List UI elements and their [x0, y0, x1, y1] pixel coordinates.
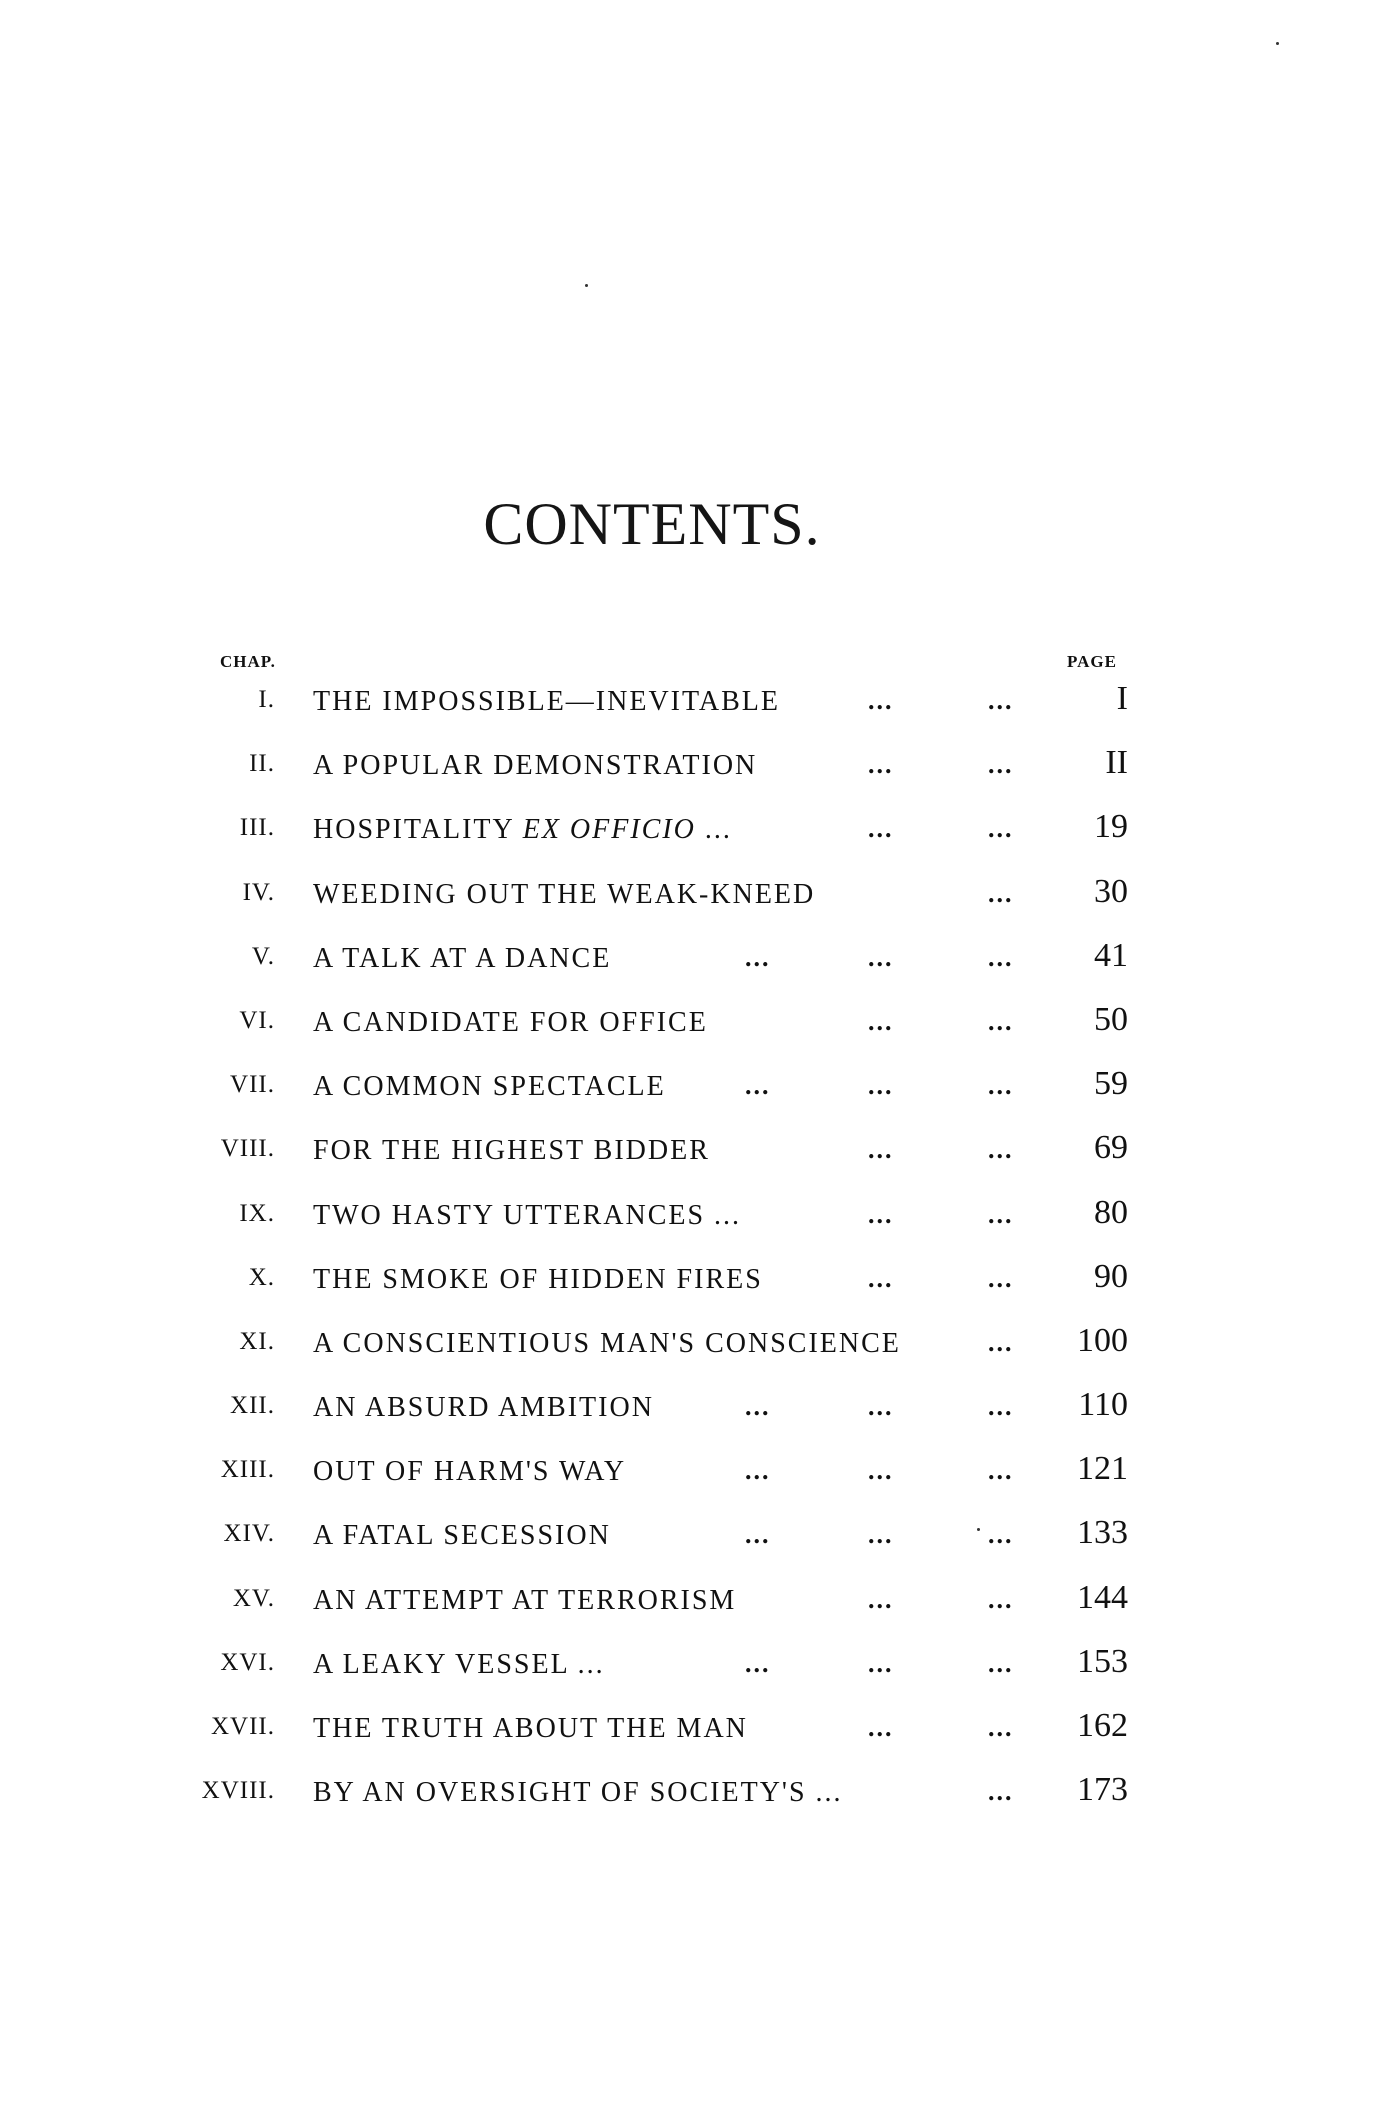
chapter-title: THE TRUTH ABOUT THE MAN — [313, 1713, 748, 1744]
dot-leader: ... — [868, 1520, 894, 1550]
chapter-title: A COMMON SPECTACLE — [313, 1071, 666, 1103]
page-number: 133 — [1077, 1514, 1128, 1552]
dot-leader: ... — [988, 1392, 1014, 1422]
chapter-title: THE IMPOSSIBLE—INEVITABLE — [313, 686, 780, 717]
dot-leader: ... — [988, 814, 1014, 844]
dot-leader: ... — [868, 1199, 894, 1229]
chapter-title: AN ABSURD AMBITION — [313, 1392, 654, 1424]
dot-leader: ... — [988, 1520, 1014, 1550]
dot-leader: ... — [988, 1713, 1014, 1742]
page-number: 173 — [1077, 1771, 1128, 1809]
page-number: 90 — [1094, 1257, 1128, 1295]
page-number: 100 — [1077, 1321, 1128, 1359]
page-number: 144 — [1077, 1578, 1128, 1616]
page-number: 110 — [1078, 1386, 1128, 1424]
dot-leader: ... — [988, 1006, 1014, 1036]
toc-entry — [0, 1569, 1389, 1633]
dot-leader: ... — [868, 1584, 894, 1614]
dot-leader: ... — [745, 1071, 771, 1101]
toc-entry — [0, 1376, 1389, 1440]
toc-entry — [0, 670, 1389, 734]
chapter-number: II. — [249, 750, 275, 778]
chapter-title: A CANDIDATE FOR OFFICE — [313, 1006, 708, 1038]
dot-leader: ... — [745, 1648, 771, 1678]
dot-leader: ... — [868, 814, 894, 844]
chapter-number: I. — [258, 686, 275, 713]
dot-leader: ... — [988, 1263, 1014, 1293]
chapter-number: XII. — [230, 1392, 275, 1420]
chapter-title: WEEDING OUT THE WEAK-KNEED — [313, 878, 816, 910]
dot-leader: ... — [988, 1327, 1014, 1357]
page-column-header: PAGE — [1067, 652, 1117, 671]
toc-entry — [0, 991, 1389, 1055]
chapter-title: A TALK AT A DANCE — [313, 942, 612, 974]
dot-leader: ... — [988, 878, 1014, 908]
dot-leader: ... — [868, 1006, 894, 1036]
dot-leader: ... — [988, 1777, 1014, 1807]
page-number: 19 — [1094, 808, 1128, 846]
page-number: 69 — [1094, 1129, 1128, 1167]
chapter-number: XVII. — [210, 1713, 275, 1740]
dot-leader: ... — [868, 1071, 894, 1101]
page-number: 80 — [1094, 1193, 1128, 1231]
dot-leader: ... — [868, 1263, 894, 1293]
chapter-number: IV. — [242, 878, 275, 906]
dot-leader: ... — [988, 1584, 1014, 1614]
chapter-number: V. — [251, 942, 275, 970]
chapter-title: TWO HASTY UTTERANCES ... — [313, 1199, 742, 1231]
dot-leader: ... — [868, 686, 894, 715]
dot-leader: ... — [988, 686, 1014, 715]
chapter-title: THE SMOKE OF HIDDEN FIRES — [313, 1263, 763, 1295]
toc-entry — [0, 1055, 1389, 1119]
dot-leader: ... — [745, 1392, 771, 1422]
toc-entry — [0, 1633, 1389, 1697]
page-number: 59 — [1094, 1065, 1128, 1103]
dot-leader: ... — [745, 942, 771, 972]
dot-leader: ... — [988, 750, 1014, 780]
chapter-title: AN ATTEMPT AT TERRORISM — [313, 1584, 737, 1616]
ink-speck — [977, 1528, 980, 1531]
toc-entry — [0, 798, 1389, 862]
chapter-title: A POPULAR DEMONSTRATION — [313, 750, 758, 782]
page-number: 30 — [1094, 872, 1128, 910]
page-number: I — [1116, 680, 1128, 717]
page-number: 162 — [1077, 1707, 1128, 1744]
toc-entry — [0, 1440, 1389, 1504]
toc-entry — [0, 1184, 1389, 1248]
page-title: CONTENTS. — [483, 491, 821, 557]
chapter-number: VIII. — [220, 1135, 275, 1163]
contents-list — [0, 670, 1389, 1825]
dot-leader: ... — [988, 1648, 1014, 1678]
chapter-title: A CONSCIENTIOUS MAN'S CONSCIENCE — [313, 1327, 901, 1359]
chapter-number: XV. — [232, 1584, 275, 1612]
page-number: II — [1105, 744, 1128, 782]
toc-entry — [0, 1119, 1389, 1183]
chapter-number: X. — [248, 1263, 275, 1291]
chapter-title: A FATAL SECESSION — [313, 1520, 611, 1552]
chapter-number: XIV. — [223, 1520, 275, 1548]
chapter-title: OUT OF HARM'S WAY — [313, 1456, 627, 1488]
dot-leader: ... — [988, 1199, 1014, 1229]
chapter-number: VI. — [239, 1006, 275, 1034]
dot-leader: ... — [868, 1456, 894, 1486]
page-number: 121 — [1077, 1450, 1128, 1488]
dot-leader: ... — [988, 1071, 1014, 1101]
dot-leader: ... — [988, 1135, 1014, 1165]
dot-leader: ... — [868, 942, 894, 972]
dot-leader: ... — [868, 1648, 894, 1678]
page-number: 153 — [1077, 1642, 1128, 1680]
dot-leader: ... — [868, 1713, 894, 1742]
toc-entry — [0, 863, 1389, 927]
toc-entry — [0, 927, 1389, 991]
toc-entry — [0, 1504, 1389, 1568]
chapter-number: III. — [239, 814, 275, 842]
chapter-number: XVIII. — [201, 1777, 275, 1805]
page-number: 50 — [1094, 1000, 1128, 1038]
dot-leader: ... — [988, 942, 1014, 972]
page-number: 41 — [1094, 936, 1128, 974]
dot-leader: ... — [868, 750, 894, 780]
chapter-column-header: CHAP. — [220, 652, 276, 671]
chapter-number: IX. — [239, 1199, 275, 1227]
dot-leader: ... — [868, 1135, 894, 1165]
ink-speck — [1276, 42, 1279, 45]
dot-leader: ... — [868, 1392, 894, 1422]
toc-entry — [0, 1697, 1389, 1761]
chapter-number: VII. — [230, 1071, 275, 1099]
dot-leader: ... — [745, 1456, 771, 1486]
toc-entry — [0, 1248, 1389, 1312]
chapter-number: XI. — [239, 1327, 275, 1355]
chapter-title: A LEAKY VESSEL ... — [313, 1648, 605, 1680]
dot-leader: ... — [745, 1520, 771, 1550]
chapter-number: XVI. — [220, 1648, 275, 1676]
ink-speck — [585, 284, 588, 287]
toc-entry — [0, 734, 1389, 798]
chapter-title: BY AN OVERSIGHT OF SOCIETY'S ... — [313, 1777, 843, 1809]
chapter-title: FOR THE HIGHEST BIDDER — [313, 1135, 710, 1167]
toc-entry — [0, 1312, 1389, 1376]
chapter-number: XIII. — [220, 1456, 275, 1484]
chapter-title: HOSPITALITY EX OFFICIO ... — [313, 814, 732, 846]
toc-entry — [0, 1761, 1389, 1825]
dot-leader: ... — [988, 1456, 1014, 1486]
